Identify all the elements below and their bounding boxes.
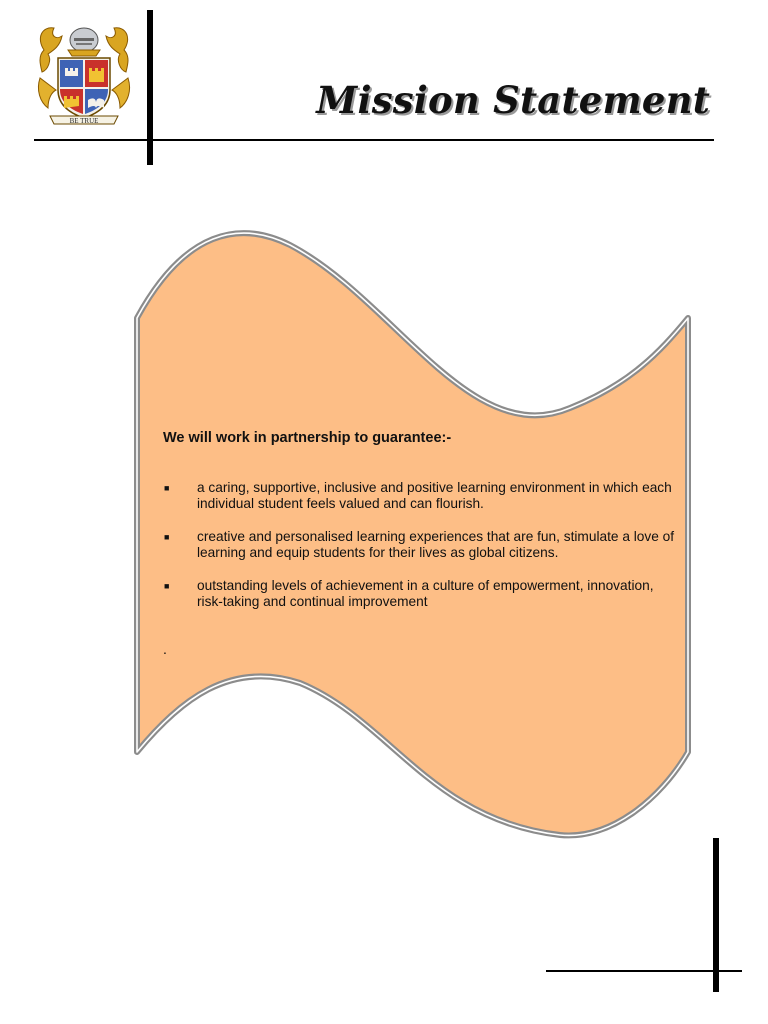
bullet-square-icon: ■ <box>164 532 170 542</box>
footer-vertical-rule <box>713 838 719 992</box>
list-item <box>163 578 683 610</box>
page-title: Mission Statement <box>316 78 710 122</box>
footer-horizontal-rule <box>546 970 742 972</box>
bullet-square-icon: ■ <box>164 581 170 591</box>
trailing-period: . <box>163 641 167 657</box>
mission-points-list <box>163 480 683 610</box>
bullet-square-icon: ■ <box>164 483 170 493</box>
list-item <box>163 480 683 512</box>
mission-point-text: outstanding levels of achievement in a culture of empowerment, innovation, risk-taking and continual improvement <box>197 578 654 609</box>
mission-point-text: creative and personalised learning experiences that are fun, stimulate a love of learning and equip students for their lives as global citizens. <box>197 529 675 560</box>
crest-motto: BE TRUE <box>69 117 99 125</box>
mission-content <box>163 430 683 657</box>
list-item <box>163 529 683 561</box>
mission-point-text: a caring, supportive, inclusive and positive learning environment in which each individual student feels valued and can flourish. <box>197 480 672 511</box>
mission-lead: We will work in partnership to guarantee:- <box>163 430 452 446</box>
